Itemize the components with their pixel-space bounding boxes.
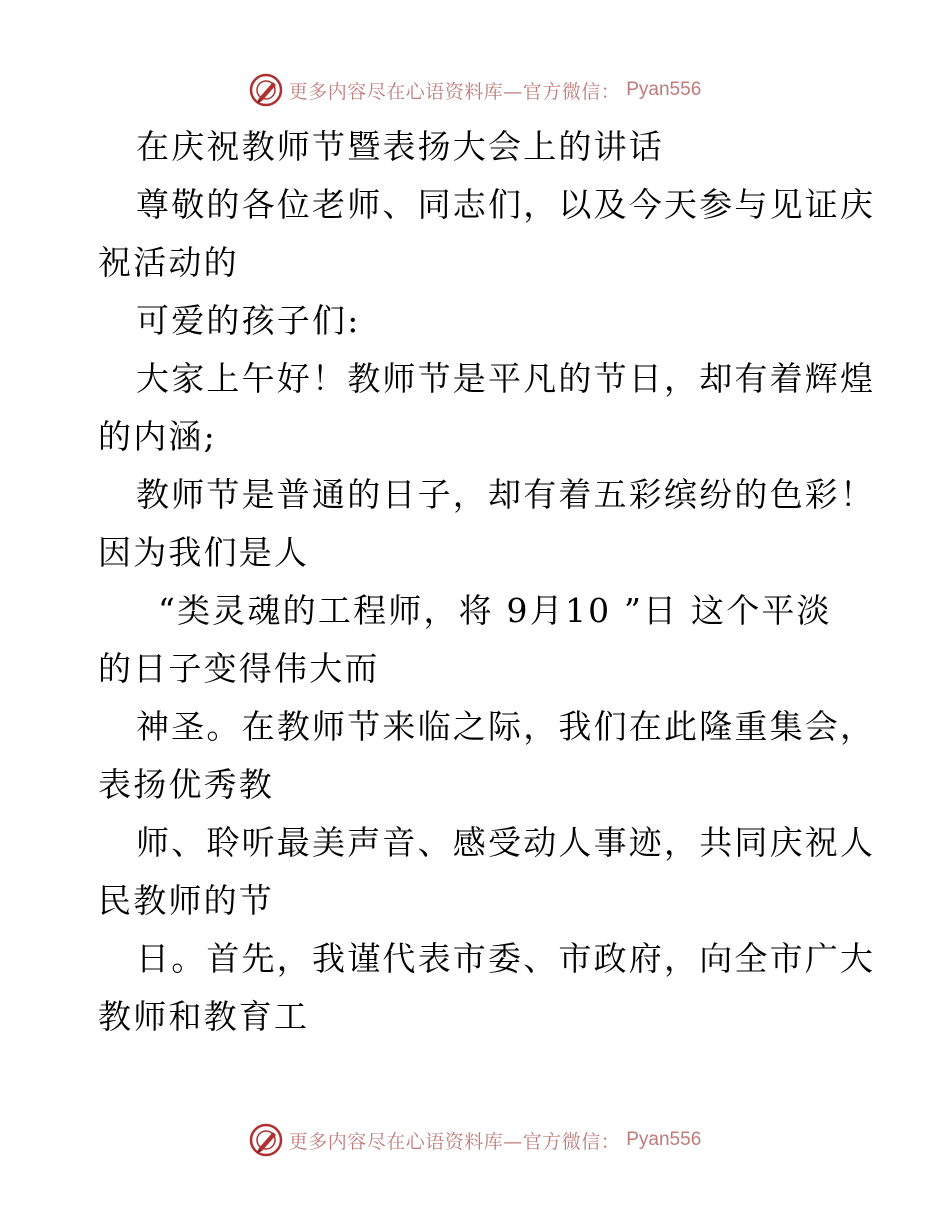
footer-watermark <box>0 1120 950 1160</box>
text-line: 神圣。在教师节来临之际，我们在此隆重集会， <box>136 707 876 746</box>
text-line: 的日子变得伟大而 <box>98 649 380 688</box>
text-line: 的内涵; <box>98 417 217 456</box>
watermark-text: 更多内容尽在心语资料库—官方微信： <box>288 1130 621 1153</box>
pen-logo-icon <box>249 1123 283 1157</box>
text-line: “类灵魂的工程师，将 9月10 ”日 这个平淡 <box>158 591 832 630</box>
text-line: 祝活动的 <box>98 243 239 282</box>
watermark-id: Pyan556 <box>626 79 702 100</box>
watermark-text: 更多内容尽在心语资料库—官方微信： <box>288 80 621 103</box>
pen-logo-icon <box>249 73 283 107</box>
text-line: 教师节是普通的日子，却有着五彩缤纷的色彩！ <box>136 475 876 514</box>
header-watermark <box>0 70 950 110</box>
document-body <box>98 118 876 1046</box>
text-line: 日。首先，我谨代表市委、市政府，向全市广大 <box>136 939 876 978</box>
watermark-id: Pyan556 <box>626 1129 702 1150</box>
text-line: 尊敬的各位老师、同志们，以及今天参与见证庆 <box>136 185 876 224</box>
text-line: 师、聆听最美声音、感受动人事迹，共同庆祝人 <box>136 823 876 862</box>
text-line: 民教师的节 <box>98 881 274 920</box>
text-line: 因为我们是人 <box>98 533 310 572</box>
text-line: 大家上午好！教师节是平凡的节日，却有着辉煌 <box>136 359 876 398</box>
text-line: 教师和教育工 <box>98 997 310 1036</box>
text-line: 可爱的孩子们: <box>136 301 361 340</box>
text-line: 表扬优秀教 <box>98 765 274 804</box>
text-line: 在庆祝教师节暨表扬大会上的讲话 <box>136 127 664 166</box>
